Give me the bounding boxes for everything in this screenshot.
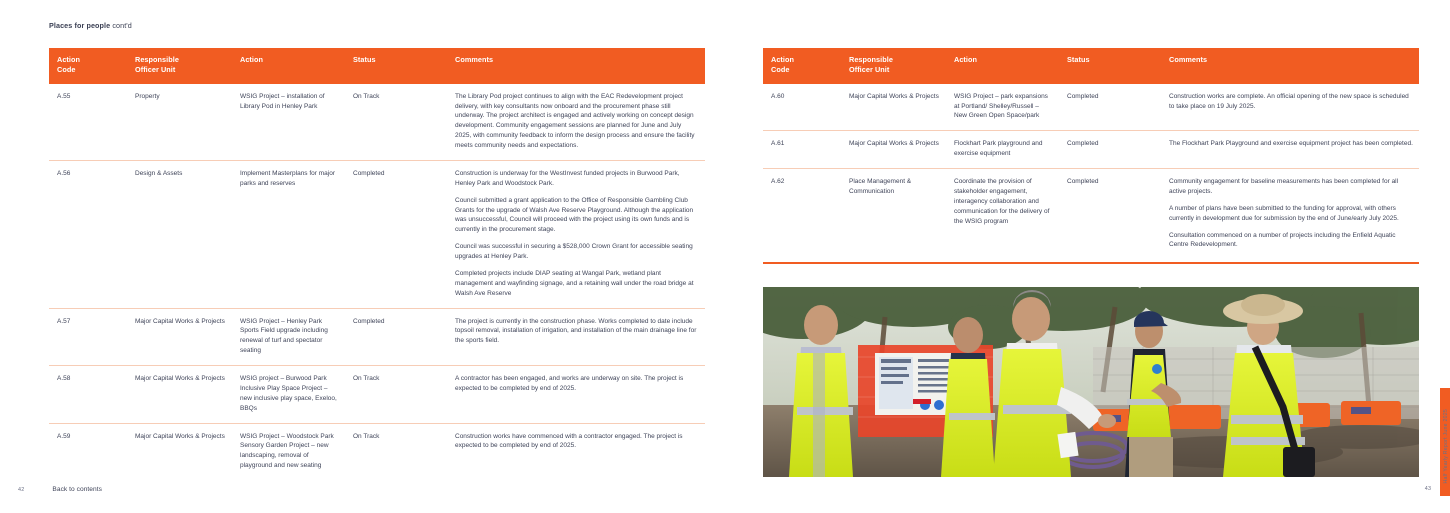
cell-responsible-officer-unit: Major Capital Works & Projects	[127, 423, 232, 480]
table-row	[49, 366, 705, 424]
cell-action-code: A.58	[49, 366, 127, 424]
cell-responsible-officer-unit: Place Management & Communication	[841, 169, 946, 260]
table-row	[763, 84, 1419, 131]
comment-paragraph: Council submitted a grant application to the Office of Responsible Gambling Club Grants for the upgrade of Walsh Ave Reserve Playground. Although the application was unsuccessful, Council will proceed with the project using its own funds and is currently in the procurement stage.	[455, 196, 694, 234]
cell-action: WSIG Project – installation of Library Pod in Henley Park	[240, 92, 325, 110]
cell-responsible-officer-unit: Major Capital Works & Projects	[127, 308, 232, 366]
table-row	[763, 131, 1419, 169]
column-header-action-code	[49, 48, 127, 84]
table-header-row	[49, 48, 705, 84]
cell-comments	[447, 366, 705, 424]
cell-comments	[1161, 131, 1419, 169]
table-bottom-rule	[763, 262, 1419, 264]
cell-action: Flockhart Park playground and exercise equipment	[946, 131, 1059, 169]
comment-paragraph: The project is currently in the construction phase. Works completed to date include topsoil removal, installation of irrigation, and installation of the main drainage line for the sports field.	[455, 317, 697, 345]
cell-comments	[1161, 169, 1419, 260]
column-header-responsible-officer-unit	[841, 48, 946, 84]
actions-table-left	[49, 48, 705, 480]
actions-table-right	[763, 48, 1419, 259]
comment-paragraph: A number of plans have been submitted to the funding for approval, with others currently in development due for submission by the end of June/early July 2025.	[1169, 204, 1399, 222]
comment-paragraph: Construction works are complete. An official opening of the new space is scheduled to take place on 19 July 2025.	[1169, 92, 1409, 110]
cell-responsible-officer-unit: Major Capital Works & Projects	[841, 131, 946, 169]
column-header-status: Status	[1059, 48, 1161, 84]
comment-paragraph: Consultation commenced on a number of projects including the Enfield Aquatic Centre Redevelopment.	[1169, 231, 1396, 249]
column-header-line2: Officer Unit	[849, 65, 890, 75]
column-header-action-code	[763, 48, 841, 84]
cell-comments	[447, 160, 705, 308]
page-number-right: 43	[1424, 486, 1432, 492]
cell-comments	[447, 423, 705, 480]
cell-status: Completed	[1067, 92, 1099, 100]
cell-responsible-officer-unit: Property	[135, 92, 160, 100]
cell-action: WSIG Project – park expansions at Portland/ Shelley/Russell – New Green Open Space/park	[954, 92, 1048, 120]
section-heading-bold: Places for people	[49, 21, 111, 30]
cell-responsible-officer-unit: Major Capital Works & Projects	[127, 366, 232, 424]
table-row	[49, 308, 705, 366]
column-header-responsible-officer-unit	[127, 48, 232, 84]
cell-action-code: A.61	[763, 131, 841, 169]
column-header-line1: Action	[57, 55, 80, 64]
table-body-left	[49, 84, 705, 480]
cell-action-code: A.59	[49, 423, 127, 480]
cell-status: Completed	[345, 160, 447, 308]
table-row	[763, 169, 1419, 260]
cell-action: WSIG Project – Woodstock Park Sensory Garden Project – new landscaping, removal of playground and new seating	[232, 423, 345, 480]
cell-action-code: A.62	[763, 169, 841, 260]
comment-paragraph: The Library Pod project continues to align with the EAC Redevelopment project delivery, with key consultants now onboard and the procurement phase still underway. The project architect is engaged and actively working on concept design development. Community engagement sessions are planned for June and July 2025, with community feedback to inform the design process and ensure the facility meets community needs and expectations.	[455, 92, 695, 150]
cell-status: On Track	[345, 423, 447, 480]
cell-responsible-officer-unit: Major Capital Works & Projects	[849, 92, 939, 100]
left-page-footer	[18, 486, 102, 493]
column-header-line1: Responsible	[849, 55, 893, 64]
table-body-right	[763, 84, 1419, 260]
cell-comments	[447, 84, 705, 161]
comment-paragraph: Construction is underway for the WestInvest funded projects in Burwood Park, Henley Park and Woodstock Park.	[455, 169, 680, 187]
cell-status: Completed	[345, 308, 447, 366]
cell-action-code: A.60	[771, 92, 785, 100]
cell-action: WSIG project – Burwood Park Inclusive Play Space Project – new inclusive play space, Exeloo, BBQs	[232, 366, 345, 424]
cell-action-code: A.55	[57, 92, 71, 100]
right-page	[725, 0, 1450, 513]
comment-paragraph: The Flockhart Park Playground and exercise equipment project has been completed.	[1169, 140, 1413, 148]
cell-action: Coordinate the provision of stakeholder engagement, interagency collaboration and communication for the delivery of the WSIG program	[946, 169, 1059, 260]
running-head: Half Yearly Report June 2025	[1443, 408, 1449, 483]
comment-paragraph: Completed projects include DIAP seating at Wangal Park, wetland plant management and wayfinding signage, and a retaining wall under the road bridge at Walsh Ave Reserve	[455, 269, 694, 297]
column-header-comments: Comments	[447, 48, 705, 84]
back-to-contents-link[interactable]: Back to contents	[52, 486, 102, 493]
table-header-row	[763, 48, 1419, 84]
column-header-action: Action	[946, 48, 1059, 84]
table-header-right	[763, 48, 1419, 84]
cell-status: On Track	[345, 366, 447, 424]
column-header-line2: Code	[771, 65, 790, 75]
column-header-line1: Action	[771, 55, 794, 64]
right-page-footer	[1420, 477, 1436, 495]
cell-action-code: A.57	[49, 308, 127, 366]
cell-action: Implement Masterplans for major parks and reserves	[232, 160, 345, 308]
column-header-comments: Comments	[1161, 48, 1419, 84]
column-header-line1: Responsible	[135, 55, 179, 64]
column-header-line2: Officer Unit	[135, 65, 176, 75]
cell-action: WSIG Project – Henley Park Sports Field upgrade including renewal of turf and spectator seating	[232, 308, 345, 366]
cell-comments	[447, 308, 705, 366]
page-number-left: 42	[18, 487, 25, 493]
column-header-status: Status	[345, 48, 447, 84]
comment-paragraph: Construction works have commenced with a contractor engaged. The project is expected to be completed by end of 2025.	[455, 432, 683, 450]
table-row	[49, 423, 705, 480]
cell-responsible-officer-unit: Design & Assets	[127, 160, 232, 308]
construction-site-photo	[763, 287, 1419, 477]
cell-action-code: A.56	[49, 160, 127, 308]
photo-illustration	[763, 287, 1419, 477]
section-heading-contd: cont'd	[110, 21, 132, 30]
cell-status: On Track	[353, 92, 380, 100]
table-row	[49, 84, 705, 161]
column-header-line2: Code	[57, 65, 76, 75]
section-heading	[49, 21, 132, 30]
comment-paragraph: A contractor has been engaged, and works are underway on site. The project is expected to be completed by end of 2025.	[455, 375, 684, 392]
cell-status: Completed	[1059, 131, 1161, 169]
cell-comments	[1161, 84, 1419, 131]
table-row	[49, 160, 705, 308]
column-header-action: Action	[232, 48, 345, 84]
cell-status: Completed	[1059, 169, 1161, 260]
table-header-left	[49, 48, 705, 84]
comment-paragraph: Council was successful in securing a $528,000 Crown Grant for accessible seating upgrades at Henley Park.	[455, 243, 693, 261]
comment-paragraph: Community engagement for baseline measurements has been completed for all active projects.	[1169, 178, 1399, 195]
